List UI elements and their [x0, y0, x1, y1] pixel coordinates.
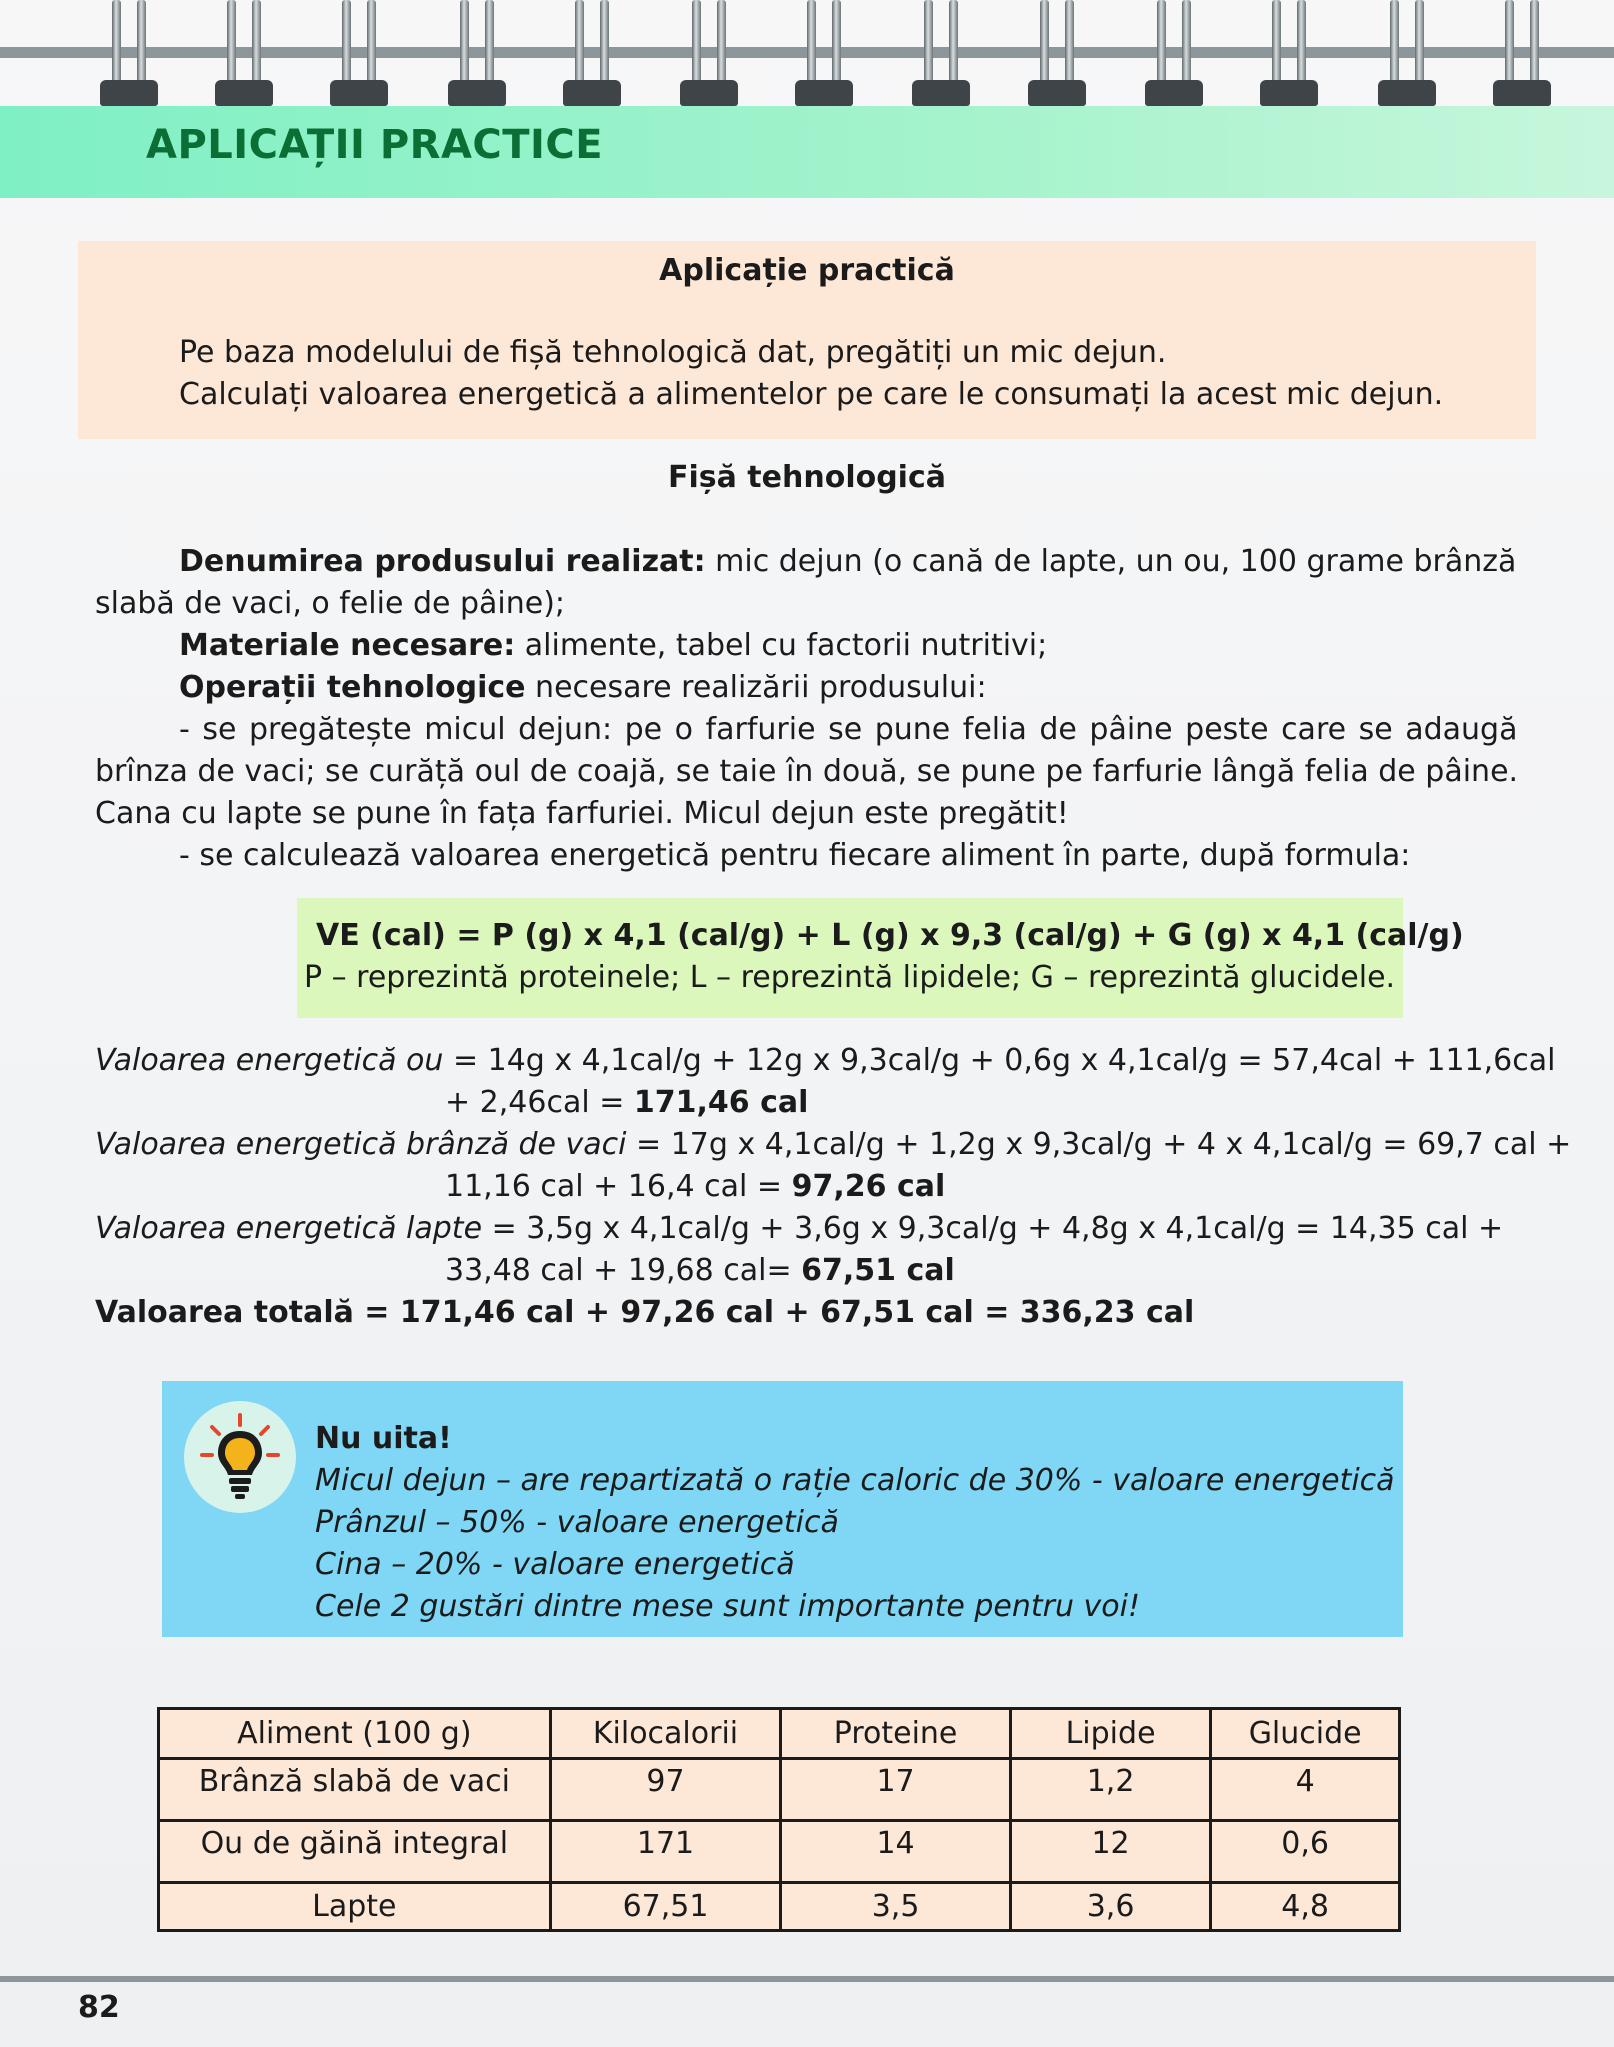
egg-calc-line-1 — [95, 1040, 1555, 1082]
reminder-line: Cele 2 gustări dintre mese sunt importante pentru voi! — [315, 1589, 1140, 1624]
product-text: mic dejun (o cană de lapte, un ou, 100 grame brânză — [705, 544, 1517, 579]
sheet-title: Fișă tehnologică — [667, 460, 946, 495]
task-title: Aplicație practică — [659, 253, 955, 288]
nutrition-table — [157, 1707, 1401, 1932]
table-row — [159, 1821, 1400, 1883]
binder-ring — [1028, 0, 1086, 108]
product-line — [179, 541, 1516, 583]
binder-ring — [912, 0, 970, 108]
cheese-calc-line-2 — [445, 1166, 945, 1208]
total-calc: Valoarea totală = 171,46 cal + 97,26 cal + 67,51 cal = 336,23 cal — [95, 1295, 1195, 1330]
binder-ring — [680, 0, 738, 108]
step-1a: - se pregătește micul dejun: pe o farfurie se pune felia de pâine peste care se adaugă — [179, 712, 1518, 747]
cheese-calc-line-1 — [95, 1124, 1571, 1166]
milk-calc-text-2: 33,48 cal + 19,68 cal= — [445, 1253, 802, 1288]
page-title: APLICAȚII PRACTICE — [146, 122, 604, 168]
table-row — [159, 1759, 1400, 1821]
operations-text: necesare realizării produsului: — [525, 670, 987, 705]
table-cell: 4 — [1211, 1759, 1400, 1821]
reminder-line: Prânzul – 50% - valoare energetică — [315, 1505, 839, 1540]
binder-ring — [100, 0, 158, 108]
formula-main: VE (cal) = P (g) x 4,1 (cal/g) + L (g) x 9,3 (cal/g) + G (g) x 4,1 (cal/g) — [316, 918, 1464, 953]
reminder-line: Micul dejun – are repartizată o rație caloric de 30% - valoare energetică — [315, 1463, 1395, 1498]
table-cell: 97 — [550, 1759, 781, 1821]
materials-line — [179, 625, 1047, 667]
product-line-2: slabă de vaci, o felie de pâine); — [95, 586, 566, 621]
milk-calc-text: = 3,5g x 4,1cal/g + 3,6g x 9,3cal/g + 4,8g x 4,1cal/g = 14,35 cal + — [482, 1211, 1504, 1246]
binder-ring — [1378, 0, 1436, 108]
step-1b: brînza de vaci; se curăță oul de coajă, se taie în două, se pune pe farfurie lângă felia de pâine. — [95, 754, 1519, 789]
operations-label: Operații tehnologice — [179, 670, 526, 705]
lightbulb-icon — [184, 1401, 296, 1513]
table-cell: 0,6 — [1211, 1821, 1400, 1883]
materials-text: alimente, tabel cu factorii nutritivi; — [515, 628, 1048, 663]
table-cell: 17 — [781, 1759, 1011, 1821]
table-cell: 67,51 — [550, 1883, 781, 1931]
task-line-2: Calculați valoarea energetică a alimentelor pe care le consumați la acest mic dejun. — [179, 377, 1444, 412]
milk-calc-line-2 — [445, 1250, 955, 1292]
reminder-title: Nu uita! — [315, 1421, 452, 1456]
cheese-calc-result: 97,26 cal — [791, 1169, 946, 1204]
egg-calc-label: Valoarea energetică ou — [95, 1043, 444, 1078]
table-cell: Ou de găină integral — [159, 1821, 551, 1883]
table-cell: 3,5 — [781, 1883, 1011, 1931]
table-header-row — [159, 1709, 1400, 1759]
page-number: 82 — [78, 1990, 120, 2025]
table-cell: 14 — [781, 1821, 1011, 1883]
footer-line — [0, 1976, 1614, 1982]
table-cell: 3,6 — [1010, 1883, 1210, 1931]
binder-ring — [795, 0, 853, 108]
materials-label: Materiale necesare: — [179, 628, 516, 663]
table-header-cell: Kilocalorii — [550, 1709, 781, 1759]
cheese-calc-text: = 17g x 4,1cal/g + 1,2g x 9,3cal/g + 4 x 4,1cal/g = 69,7 cal + — [626, 1127, 1572, 1162]
binder-ring — [448, 0, 506, 108]
milk-calc-label: Valoarea energetică lapte — [95, 1211, 483, 1246]
binder-ring — [330, 0, 388, 108]
table-header-cell: Glucide — [1211, 1709, 1400, 1759]
operations-line — [179, 667, 987, 709]
task-line-1: Pe baza modelului de fișă tehnologică dat, pregătiți un mic dejun. — [179, 335, 1167, 370]
table-cell: 4,8 — [1211, 1883, 1400, 1931]
milk-calc-result: 67,51 cal — [801, 1253, 955, 1288]
table-cell: Lapte — [159, 1883, 551, 1931]
egg-calc-text-2: + 2,46cal = — [445, 1085, 634, 1120]
reminder-line: Cina – 20% - valoare energetică — [315, 1547, 795, 1582]
step-2: - se calculează valoarea energetică pentru fiecare aliment în parte, după formula: — [179, 838, 1411, 873]
table-row — [159, 1883, 1400, 1931]
table-header-cell: Proteine — [781, 1709, 1011, 1759]
product-label: Denumirea produsului realizat: — [179, 544, 706, 579]
table-header-cell: Aliment (100 g) — [159, 1709, 551, 1759]
table-cell: 171 — [550, 1821, 781, 1883]
cheese-calc-label: Valoarea energetică brânză de vaci — [95, 1127, 627, 1162]
binder-ring — [563, 0, 621, 108]
formula-legend: P – reprezintă proteinele; L – reprezintă lipidele; G – reprezintă glucidele. — [304, 960, 1396, 995]
egg-calc-text: = 14g x 4,1cal/g + 12g x 9,3cal/g + 0,6g x 4,1cal/g = 57,4cal + 111,6cal — [443, 1043, 1556, 1078]
step-1c: Cana cu lapte se pune în fața farfuriei. Micul dejun este pregătit! — [95, 796, 1069, 831]
cheese-calc-text-2: 11,16 cal + 16,4 cal = — [445, 1169, 792, 1204]
egg-calc-result: 171,46 cal — [633, 1085, 809, 1120]
milk-calc-line-1 — [95, 1208, 1503, 1250]
table-cell: 1,2 — [1010, 1759, 1210, 1821]
binder-ring — [1493, 0, 1551, 108]
table-cell: Brânză slabă de vaci — [159, 1759, 551, 1821]
table-cell: 12 — [1010, 1821, 1210, 1883]
binder-ring — [215, 0, 273, 108]
table-header-cell: Lipide — [1010, 1709, 1210, 1759]
egg-calc-line-2 — [445, 1082, 808, 1124]
binder-ring — [1260, 0, 1318, 108]
binder-ring — [1145, 0, 1203, 108]
